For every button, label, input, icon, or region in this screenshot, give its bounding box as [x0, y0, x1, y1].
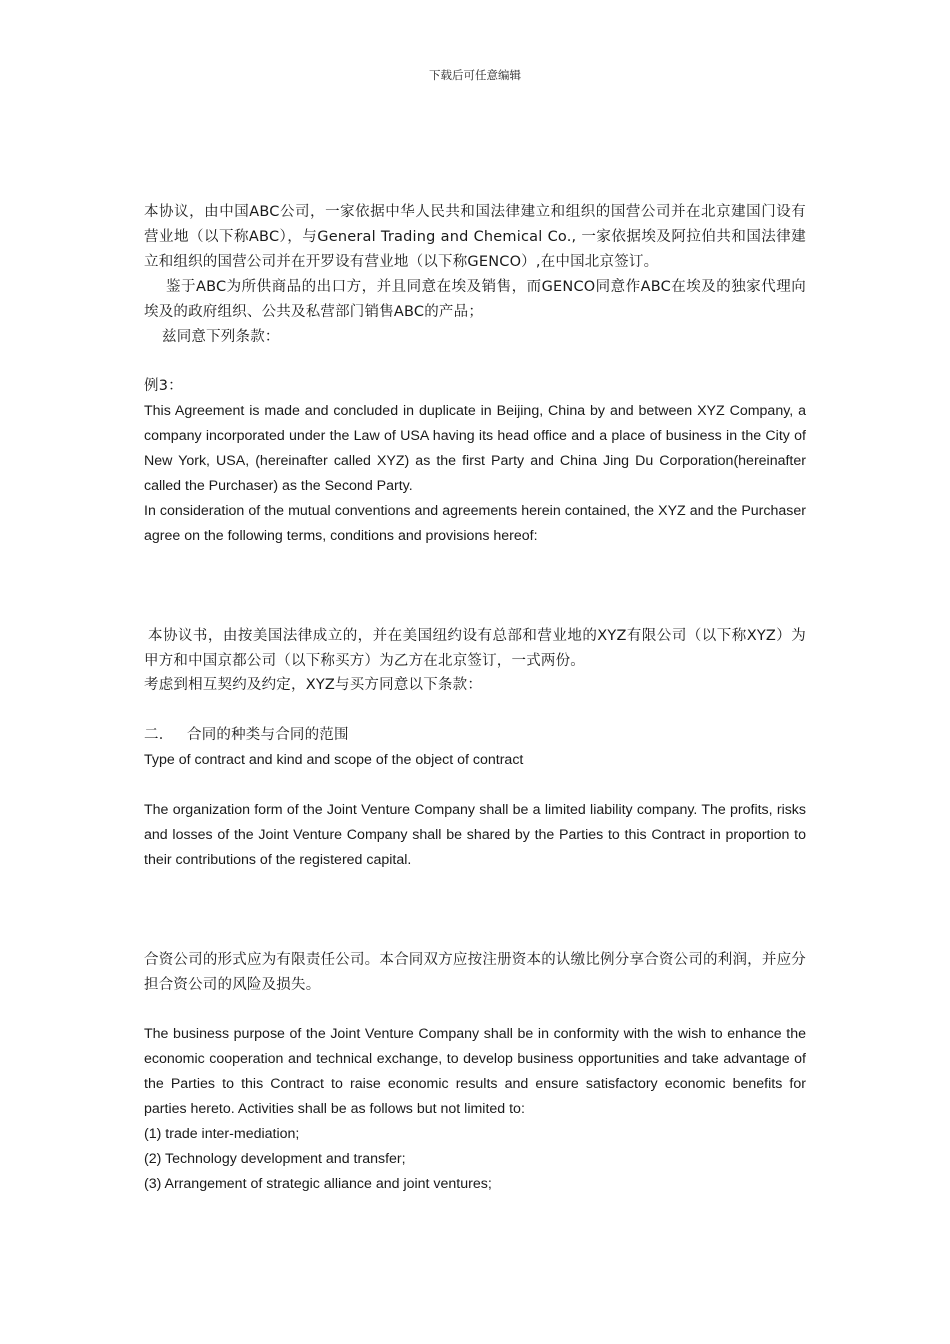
paragraph-agreement-xyz-en: This Agreement is made and concluded in duplicate in Beijing, China by and between XYZ Company, a company incorporated under the Law of USA having its head office and a place of business in the City of New York, USA, (hereinafter called XYZ) as the first Party and China Jing Du Corporation(hereinafter called the Purchaser) as the Second Party.	[144, 403, 806, 494]
section-title-en: Type of contract and kind and scope of the object of contract	[144, 752, 524, 769]
example-label: 例3：	[144, 378, 183, 395]
section-title: 合同的种类与合同的范围	[187, 727, 349, 744]
blank-line	[144, 349, 806, 374]
paragraph-business-purpose-en: The business purpose of the Joint Venture Company shall be in conformity with the wish to enhance the economic cooperation and technical exchange, to develop business opportunities and take advantage of the Parties to this Contract to raise economic results and ensure satisfactory economic benefits for parties hereto. Activities shall be as follows but not limited to:	[144, 1026, 806, 1118]
blank-line	[144, 773, 806, 798]
paragraph-consideration-cn: 考虑到相互契约及约定，XYZ与买方同意以下条款：	[144, 677, 483, 694]
blank-space	[144, 873, 806, 948]
blank-space	[144, 549, 806, 624]
section-heading	[144, 723, 806, 748]
document-body	[144, 200, 806, 1197]
blank-line	[144, 998, 806, 1023]
paragraph-organization-form-cn: 合资公司的形式应为有限责任公司。本合同双方应按注册资本的认缴比例分享合资公司的利润，并应分担合资公司的风险及损失。	[144, 951, 806, 993]
paragraph-agreement-abc-cn: 本协议，由中国ABC公司，一家依据中华人民共和国法律建立和组织的国营公司并在北京建国门设有营业地（以下称ABC），与General Trading and Chemical Co., 一家依据埃及阿拉伯共和国法律建立和组织的国营公司并在开罗设有营业地（以下称GENCO）,在中国北京签订。	[144, 204, 806, 270]
paragraph-agree-terms-cn: 兹同意下列条款：	[162, 328, 280, 345]
page-header: 下载后可任意编辑	[429, 68, 521, 82]
paragraph-agreement-xyz-cn: 本协议书，由按美国法律成立的，并在美国纽约设有总部和营业地的XYZ有限公司（以下称XYZ）为甲方和中国京都公司（以下称买方）为乙方在北京签订，一式两份。	[144, 627, 806, 669]
paragraph-whereas-cn: 鉴于ABC为所供商品的出口方，并且同意在埃及销售，而GENCO同意作ABC在埃及的独家代理向埃及的政府组织、公共及私营部门销售ABC的产品；	[144, 278, 806, 320]
list-item-trade: (1) trade inter-mediation;	[144, 1126, 300, 1143]
section-number: 二．	[144, 727, 174, 744]
blank-line	[144, 698, 806, 723]
paragraph-consideration-en: In consideration of the mutual conventions and agreements herein contained, the XYZ and the Purchaser agree on the following terms, conditions and provisions hereof:	[144, 502, 806, 544]
list-item-technology: (2) Technology development and transfer;	[144, 1150, 406, 1167]
list-item-strategic-alliance: (3) Arrangement of strategic alliance and joint ventures;	[144, 1175, 492, 1192]
paragraph-organization-form-en: The organization form of the Joint Venture Company shall be a limited liability company. The profits, risks and losses of the Joint Venture Company shall be shared by the Parties to this Contract in proportion to their contributions of the registered capital.	[144, 801, 806, 868]
